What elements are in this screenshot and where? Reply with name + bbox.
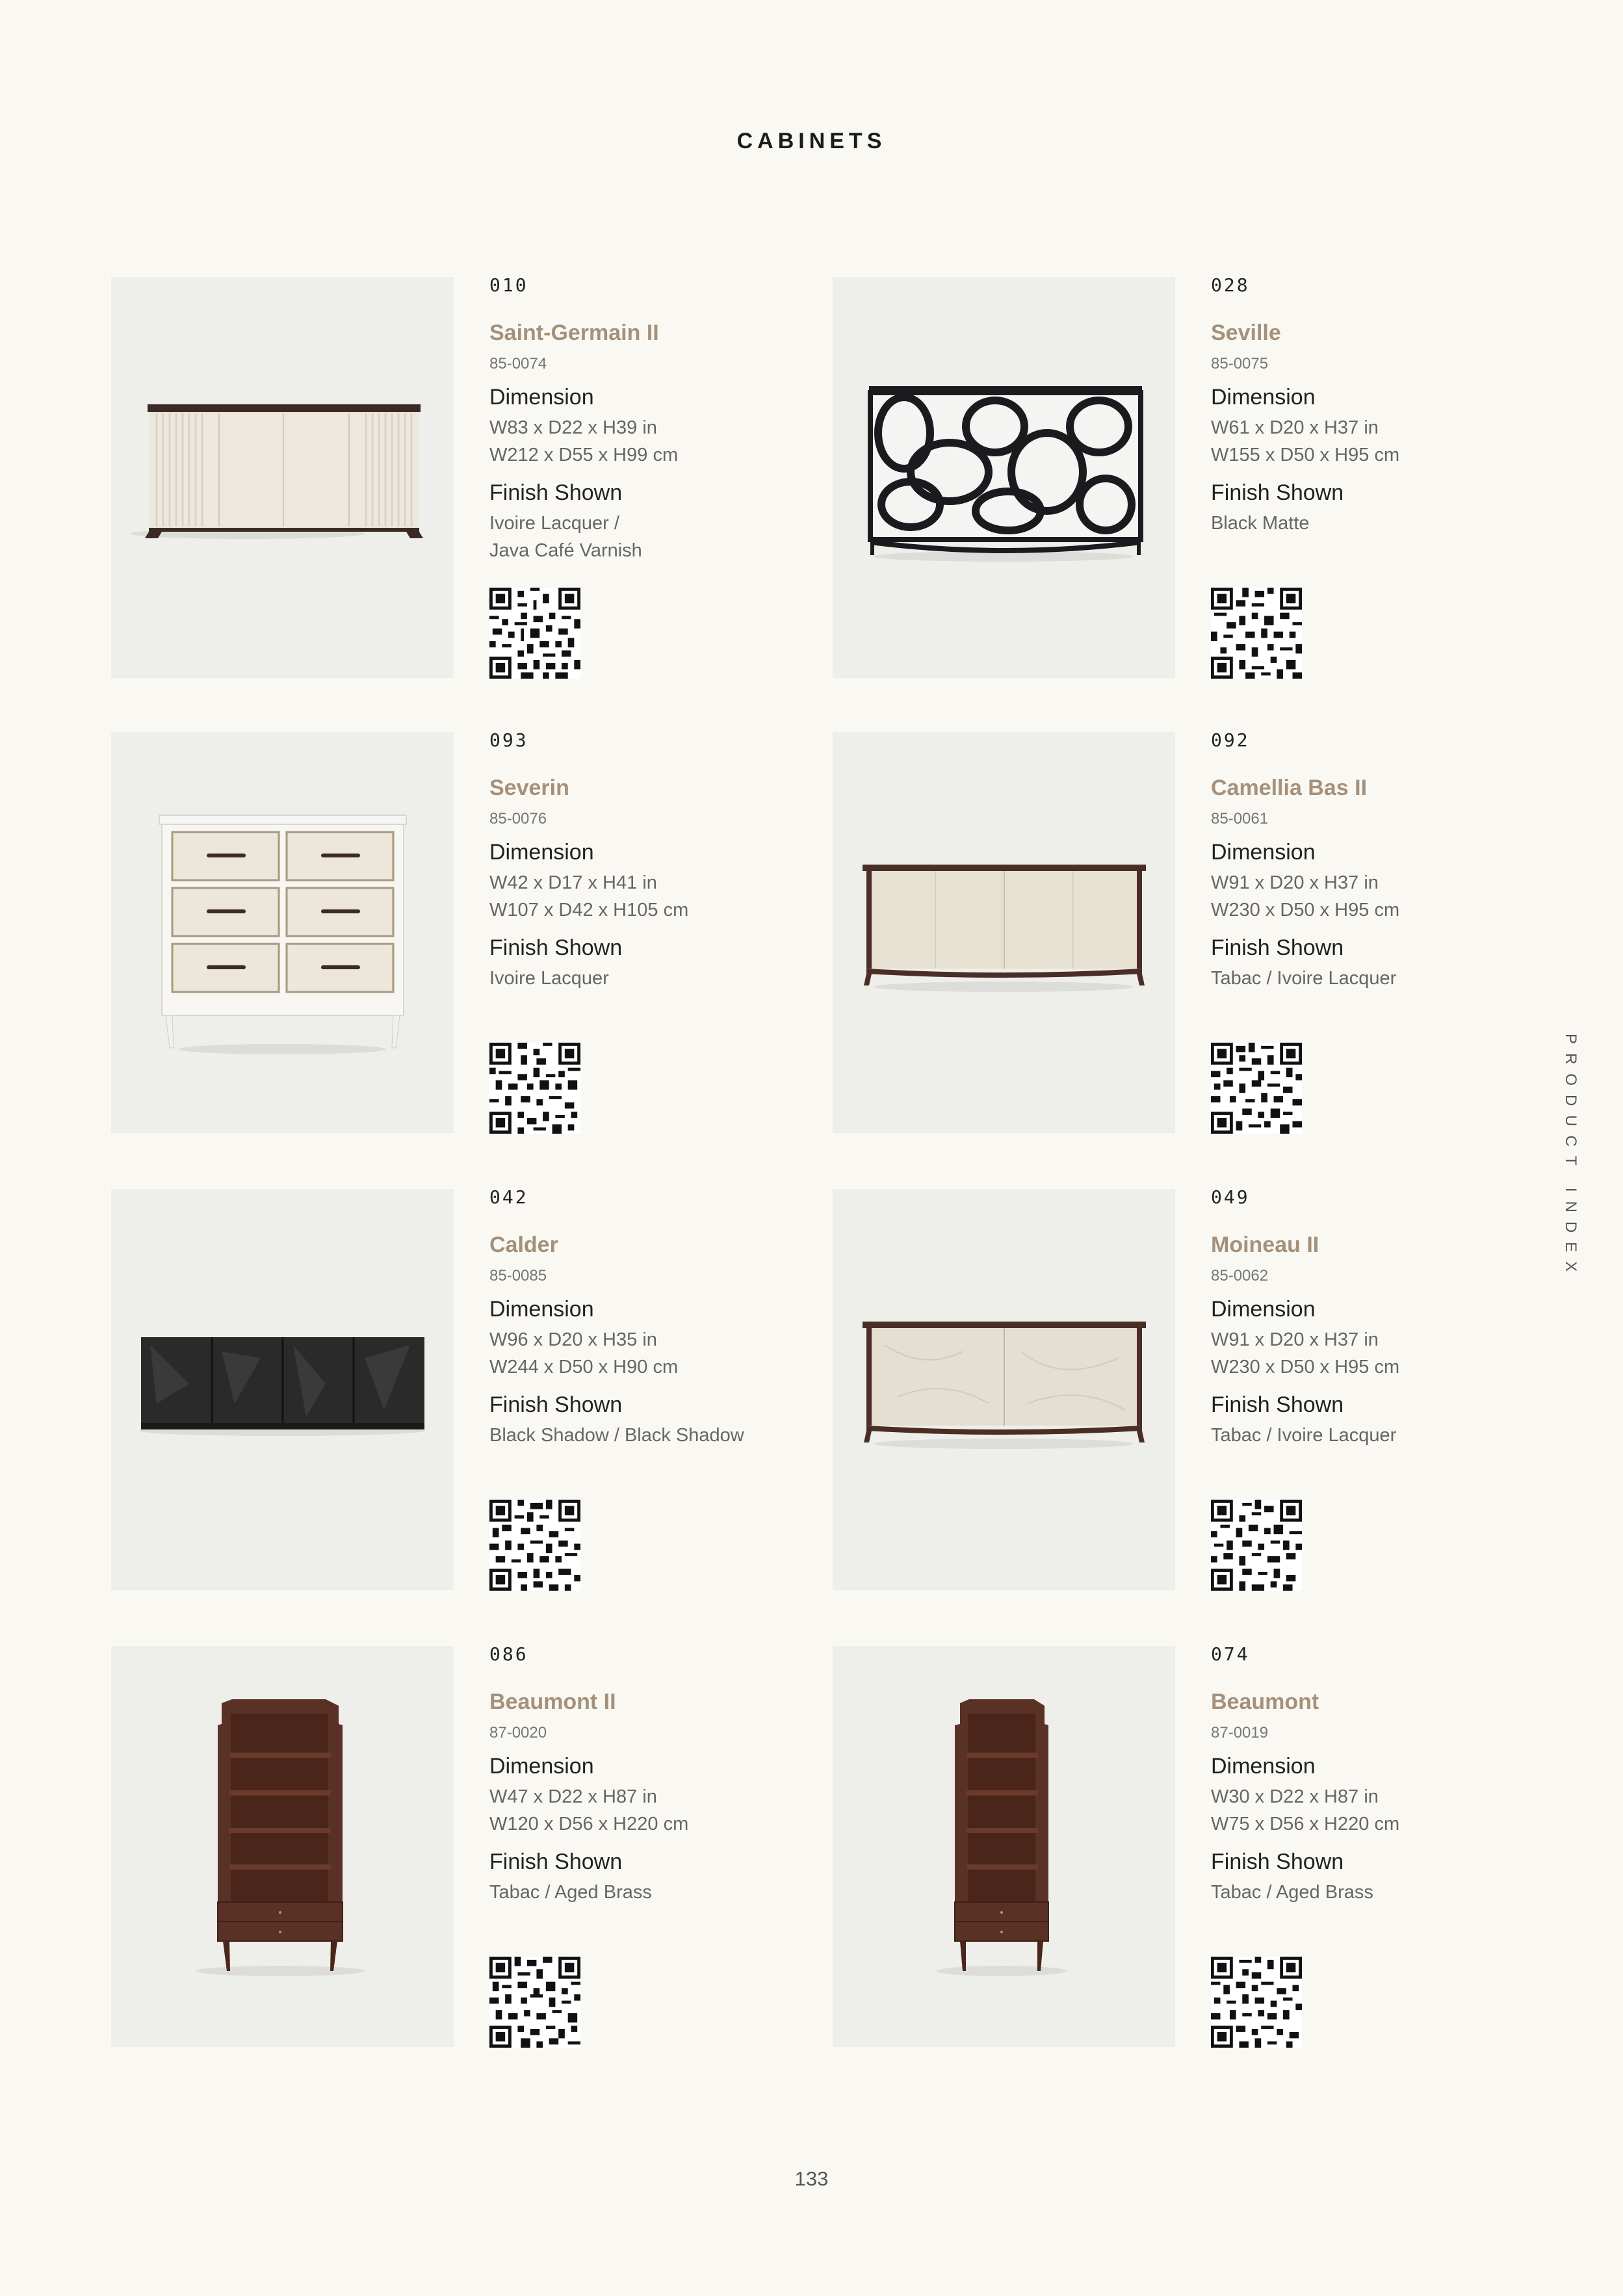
product-name[interactable]: Beaumont II [489,1689,616,1714]
product-number: 086 [489,1643,528,1665]
dimension-centimeters: W107 x D42 x H105 cm [489,900,689,920]
qr-code-icon[interactable] [1211,1043,1302,1134]
dimension-inches: W30 x D22 x H87 in [1211,1786,1379,1807]
product-image-black-white-swirl-cabinet [833,277,1175,678]
product-code: 85-0074 [489,355,547,372]
dimension-centimeters: W120 x D56 x H220 cm [489,1814,689,1834]
product-number: 049 [1211,1186,1250,1208]
product-code: 85-0075 [1211,355,1269,372]
product-image-black-faceted-sideboard [111,1189,454,1590]
product-name[interactable]: Beaumont [1211,1689,1319,1714]
dimension-inches: W91 x D20 x H37 in [1211,1329,1379,1350]
product-number: 093 [489,729,528,751]
dimension-centimeters: W75 x D56 x H220 cm [1211,1814,1400,1834]
product-number: 092 [1211,729,1250,751]
dimension-inches: W47 x D22 x H87 in [489,1786,657,1807]
qr-code-icon[interactable] [489,588,580,679]
product-name[interactable]: Moineau II [1211,1233,1319,1257]
finish-heading: Finish Shown [489,935,623,960]
product-name[interactable]: Seville [1211,320,1281,345]
product-card [111,729,800,1135]
qr-code-icon[interactable] [1211,588,1302,679]
finish-value: Black Shadow / Black Shadow [489,1425,744,1446]
product-card [833,274,1522,680]
product-card [111,274,800,680]
product-name[interactable]: Camellia Bas II [1211,776,1368,800]
qr-code-icon[interactable] [1211,1500,1302,1591]
dimension-inches: W83 x D22 x H39 in [489,417,657,438]
dimension-inches: W42 x D17 x H41 in [489,872,657,893]
qr-code-icon[interactable] [489,1043,580,1134]
qr-code-icon[interactable] [489,1500,580,1591]
finish-heading: Finish Shown [489,1392,623,1417]
product-code: 87-0020 [489,1724,547,1742]
page-title: CABINETS [736,129,887,153]
product-card [111,1643,800,2049]
finish-value: Black Matte [1211,513,1310,534]
product-name[interactable]: Severin [489,776,569,800]
product-number: 028 [1211,274,1250,296]
page-number: 133 [794,2167,829,2190]
finish-heading: Finish Shown [489,1849,623,1874]
product-card [833,729,1522,1135]
product-image-white-six-drawer-chest [111,732,454,1133]
dimension-inches: W91 x D20 x H37 in [1211,872,1379,893]
product-number: 042 [489,1186,528,1208]
finish-value: Tabac / Ivoire Lacquer [1211,968,1397,989]
finish-heading: Finish Shown [1211,1849,1344,1874]
qr-code-icon[interactable] [489,1957,580,2048]
finish-heading: Finish Shown [1211,935,1344,960]
product-image-white-reeded-sideboard [111,277,454,678]
dimension-heading: Dimension [489,1754,594,1779]
side-label-product-index: PRODUCT INDEX [1562,1034,1579,1281]
finish-value: Ivoire Lacquer / [489,513,619,534]
product-card [833,1643,1522,2049]
dimension-centimeters: W230 x D50 x H95 cm [1211,1357,1400,1377]
product-image-wide-wood-bookcase [111,1646,454,2047]
dimension-heading: Dimension [1211,385,1316,410]
finish-heading: Finish Shown [1211,480,1344,505]
finish-value: Tabac / Aged Brass [489,1882,652,1903]
dimension-centimeters: W155 x D50 x H95 cm [1211,445,1400,465]
finish-value: Tabac / Ivoire Lacquer [1211,1425,1397,1446]
dimension-centimeters: W212 x D55 x H99 cm [489,445,679,465]
product-image-narrow-wood-bookcase [833,1646,1175,2047]
finish-value: Java Café Varnish [489,540,642,561]
product-name[interactable]: Calder [489,1233,558,1257]
product-card [111,1186,800,1592]
dimension-inches: W61 x D20 x H37 in [1211,417,1379,438]
finish-value: Ivoire Lacquer [489,968,609,989]
product-image-ivory-door-sideboard [833,732,1175,1133]
qr-code-icon[interactable] [1211,1957,1302,2048]
dimension-heading: Dimension [489,385,594,410]
dimension-heading: Dimension [489,840,594,865]
product-number: 074 [1211,1643,1250,1665]
dimension-centimeters: W244 x D50 x H90 cm [489,1357,679,1377]
product-code: 85-0061 [1211,810,1269,828]
finish-heading: Finish Shown [489,480,623,505]
product-name[interactable]: Saint-Germain II [489,320,659,345]
product-code: 85-0062 [1211,1267,1269,1285]
product-code: 85-0085 [489,1267,547,1285]
product-code: 85-0076 [489,810,547,828]
product-number: 010 [489,274,528,296]
dimension-heading: Dimension [1211,1754,1316,1779]
dimension-heading: Dimension [1211,1297,1316,1322]
dimension-centimeters: W230 x D50 x H95 cm [1211,900,1400,920]
product-card [833,1186,1522,1592]
product-image-ivory-textured-sideboard [833,1189,1175,1590]
product-code: 87-0019 [1211,1724,1269,1742]
finish-heading: Finish Shown [1211,1392,1344,1417]
dimension-heading: Dimension [489,1297,594,1322]
finish-value: Tabac / Aged Brass [1211,1882,1373,1903]
dimension-inches: W96 x D20 x H35 in [489,1329,657,1350]
dimension-heading: Dimension [1211,840,1316,865]
